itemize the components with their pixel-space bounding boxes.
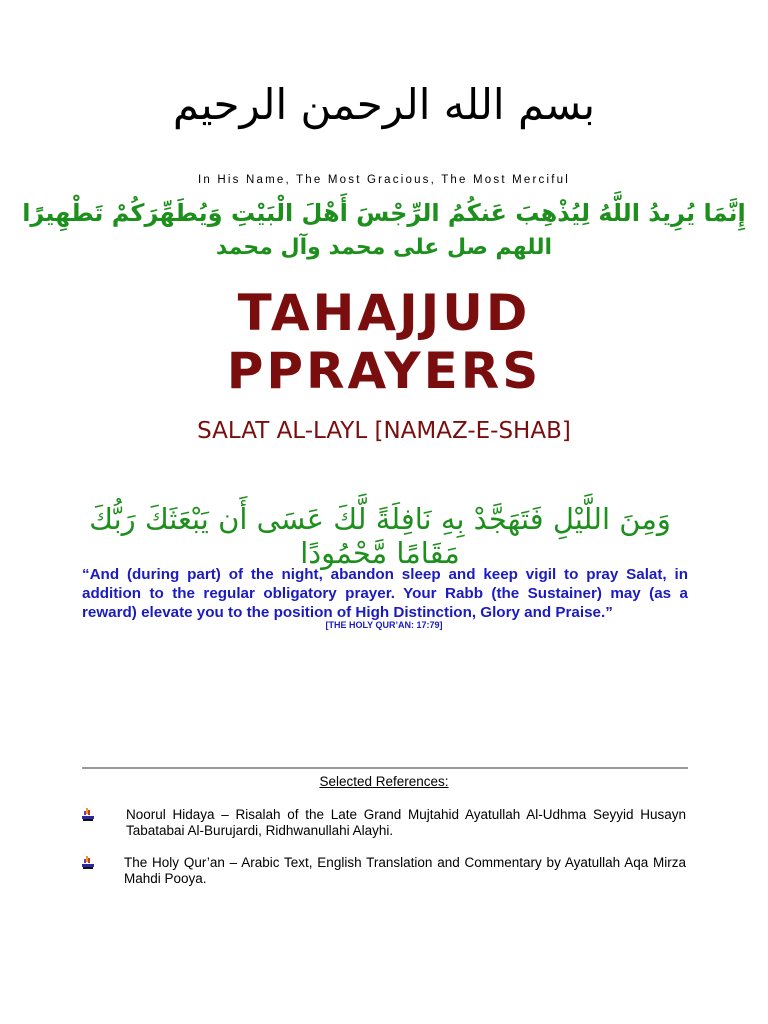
page-title-line1: TAHAJJUD — [237, 284, 531, 342]
page-subtitle: SALAT AL-LAYL [NAMAZ-E-SHAB] — [197, 418, 571, 444]
references-heading: Selected References: — [319, 774, 449, 789]
candle-bullet-icon — [82, 808, 94, 822]
verse-translation: “And (during part) of the night, abandon sleep and keep vigil to pray Salat, in addition to the regular obligatory prayer. Your Rabb (the Sustainer) may (as a reward) elevate you to the position of High Distinction, Glory and Praise.” — [82, 566, 688, 621]
reference-text: Noorul Hidaya – Risalah of the Late Grand Mujtahid Ayatullah Al-Udhma Seyyid Husayn Tabatabai Al-Burujardi, Ridhwanullahi Alayhi. — [126, 807, 686, 838]
reference-text: The Holy Qur’an – Arabic Text, English Translation and Commentary by Ayatullah Aqa Mirza Mahdi Pooya. — [124, 855, 686, 886]
verse-citation: [THE HOLY QUR’AN: 17:79] — [325, 620, 443, 630]
bismillah-calligraphy: بسم الله الرحمن الرحيم — [172, 80, 596, 129]
candle-bullet-icon — [82, 856, 94, 870]
ayah-tathir: إِنَّمَا يُرِيدُ اللَّهُ لِيُذْهِبَ عَنكُمُ الرِّجْسَ أَهْلَ الْبَيْتِ وَيُطَهِّرَكُمْ تَطْهِيرًا — [22, 199, 746, 227]
in-his-name-text: In His Name, The Most Gracious, The Most Merciful — [198, 174, 570, 186]
page-title-line2: PPRAYERS — [226, 342, 542, 400]
verse-arabic: وَمِنَ اللَّيْلِ فَتَهَجَّدْ بِهِ نَافِلَةً لَّكَ عَسَى أَن يَبْعَثَكَ رَبُّكَ مَقَامًا مَّحْمُودًا — [89, 502, 671, 570]
section-divider — [82, 767, 688, 769]
salawat-line: اللهم صل على محمد وآل محمد — [215, 235, 553, 260]
